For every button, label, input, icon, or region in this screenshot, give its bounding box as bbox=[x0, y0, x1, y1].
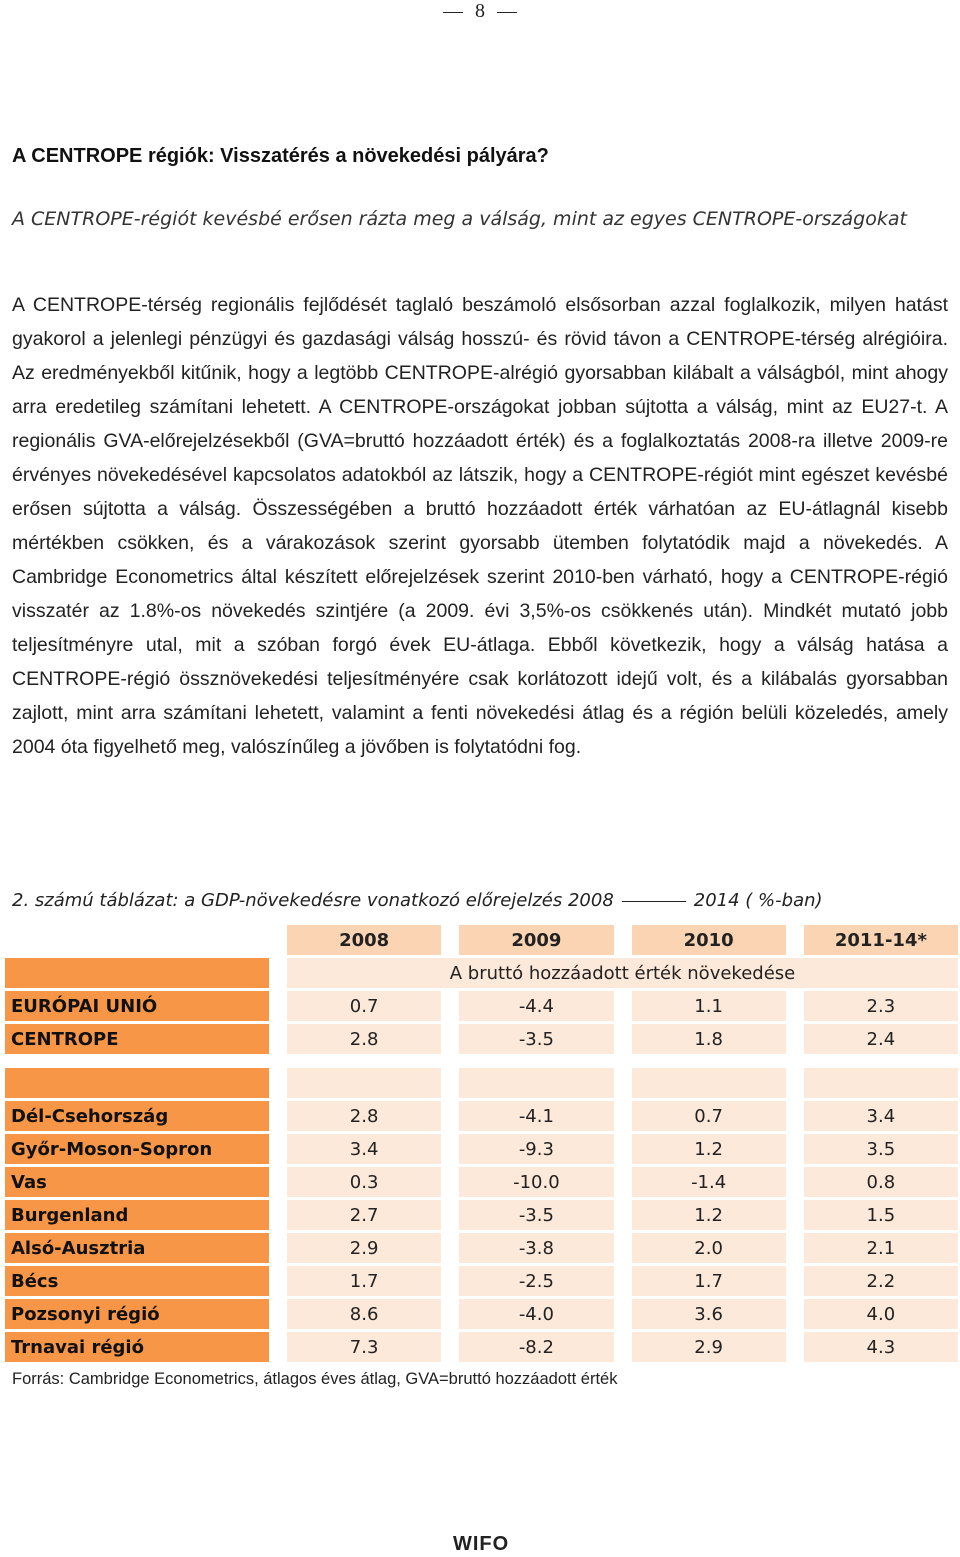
table-row bbox=[5, 1101, 958, 1131]
row-label: EURÓPAI UNIÓ bbox=[5, 991, 269, 1021]
row-label: Pozsonyi régió bbox=[5, 1299, 269, 1329]
empty-value-cell bbox=[287, 1068, 441, 1098]
table-source: Forrás: Cambridge Econometrics, átlagos éves átlag, GVA=bruttó hozzáadott érték bbox=[12, 1370, 618, 1388]
table-caption-left: 2. számú táblázat: a GDP-növekedésre vonatkozó előrejelzés 2008 bbox=[12, 890, 614, 911]
row-label: CENTROPE bbox=[5, 1024, 269, 1054]
cell-gap bbox=[441, 1167, 459, 1197]
row-value: 1.1 bbox=[632, 991, 786, 1021]
cell-gap bbox=[786, 1266, 804, 1296]
row-value: 2.8 bbox=[287, 1024, 441, 1054]
gdp-table-body bbox=[5, 925, 958, 1362]
table-caption bbox=[12, 890, 823, 911]
row-value: 0.8 bbox=[804, 1167, 958, 1197]
table-row bbox=[5, 991, 958, 1021]
cell-gap bbox=[614, 1266, 632, 1296]
cell-gap bbox=[441, 1332, 459, 1362]
cell-gap bbox=[614, 1101, 632, 1131]
cell-gap bbox=[614, 1332, 632, 1362]
cell-gap bbox=[269, 1200, 287, 1230]
empty-label-cell bbox=[5, 1068, 269, 1098]
cell-gap bbox=[614, 1134, 632, 1164]
row-value: -9.3 bbox=[459, 1134, 613, 1164]
row-value: 1.5 bbox=[804, 1200, 958, 1230]
row-value: 3.5 bbox=[804, 1134, 958, 1164]
row-value: 4.3 bbox=[804, 1332, 958, 1362]
cell-gap bbox=[441, 1134, 459, 1164]
row-value: 1.8 bbox=[632, 1024, 786, 1054]
empty-value-cell bbox=[804, 1068, 958, 1098]
row-value: 2.3 bbox=[804, 991, 958, 1021]
cell-gap bbox=[786, 1068, 804, 1098]
subheader-label-cell bbox=[5, 958, 269, 988]
row-label: Győr-Moson-Sopron bbox=[5, 1134, 269, 1164]
year-header: 2011-14* bbox=[804, 925, 958, 955]
gdp-forecast-table bbox=[5, 922, 958, 1365]
row-label: Vas bbox=[5, 1167, 269, 1197]
cell-gap bbox=[441, 1200, 459, 1230]
row-value: 2.1 bbox=[804, 1233, 958, 1263]
row-label: Burgenland bbox=[5, 1200, 269, 1230]
section-title: A CENTROPE régiók: Visszatérés a növekedési pályára? bbox=[12, 145, 549, 167]
row-value: -3.5 bbox=[459, 1024, 613, 1054]
cell-gap bbox=[269, 991, 287, 1021]
cell-gap bbox=[269, 1266, 287, 1296]
cell-gap bbox=[786, 1332, 804, 1362]
cell-gap bbox=[269, 1101, 287, 1131]
table-row bbox=[5, 1233, 958, 1263]
wifo-logo: WIFO bbox=[453, 1533, 510, 1555]
table-empty-row bbox=[5, 1068, 958, 1098]
row-value: 2.0 bbox=[632, 1233, 786, 1263]
section-subtitle: A CENTROPE-régiót kevésbé erősen rázta meg a válság, mint az egyes CENTROPE-országokat bbox=[12, 208, 907, 230]
row-value: 1.7 bbox=[287, 1266, 441, 1296]
table-row bbox=[5, 1167, 958, 1197]
cell-gap bbox=[269, 1134, 287, 1164]
cell-gap bbox=[441, 1266, 459, 1296]
row-value: 2.8 bbox=[287, 1101, 441, 1131]
cell-gap bbox=[786, 1134, 804, 1164]
cell-gap bbox=[269, 1233, 287, 1263]
row-label: Dél-Csehország bbox=[5, 1101, 269, 1131]
row-value: 4.0 bbox=[804, 1299, 958, 1329]
row-value: 0.7 bbox=[632, 1101, 786, 1131]
cell-gap bbox=[441, 1101, 459, 1131]
row-value: -4.4 bbox=[459, 991, 613, 1021]
cell-gap bbox=[614, 925, 632, 955]
table-subheader-row bbox=[5, 958, 958, 988]
cell-gap bbox=[614, 991, 632, 1021]
row-label: Alsó-Ausztria bbox=[5, 1233, 269, 1263]
year-header: 2009 bbox=[459, 925, 613, 955]
cell-gap bbox=[786, 1101, 804, 1131]
cell-gap bbox=[269, 1299, 287, 1329]
cell-gap bbox=[786, 925, 804, 955]
cell-gap bbox=[269, 1024, 287, 1054]
cell-gap bbox=[614, 1167, 632, 1197]
cell-gap bbox=[786, 1233, 804, 1263]
table-row bbox=[5, 1266, 958, 1296]
cell-gap bbox=[269, 925, 287, 955]
row-label: Bécs bbox=[5, 1266, 269, 1296]
row-value: -10.0 bbox=[459, 1167, 613, 1197]
header-blank-cell bbox=[5, 925, 269, 955]
row-value: -4.0 bbox=[459, 1299, 613, 1329]
cell-gap bbox=[441, 1299, 459, 1329]
row-value: 1.7 bbox=[632, 1266, 786, 1296]
table-row bbox=[5, 1024, 958, 1054]
table-header-row bbox=[5, 925, 958, 955]
table-row bbox=[5, 1134, 958, 1164]
cell-gap bbox=[441, 1024, 459, 1054]
cell-gap bbox=[269, 1167, 287, 1197]
spacer-cell bbox=[5, 1057, 958, 1065]
cell-gap bbox=[269, 1068, 287, 1098]
cell-gap bbox=[614, 1299, 632, 1329]
page-number-dash-left bbox=[443, 12, 463, 13]
cell-gap bbox=[786, 1024, 804, 1054]
year-header: 2008 bbox=[287, 925, 441, 955]
row-label: Trnavai régió bbox=[5, 1332, 269, 1362]
row-value: 2.9 bbox=[632, 1332, 786, 1362]
cell-gap bbox=[441, 925, 459, 955]
cell-gap bbox=[269, 958, 287, 988]
gva-growth-subheader: A bruttó hozzáadott érték növekedése bbox=[287, 958, 958, 988]
cell-gap bbox=[786, 1299, 804, 1329]
cell-gap bbox=[614, 1233, 632, 1263]
table-row bbox=[5, 1200, 958, 1230]
row-value: -2.5 bbox=[459, 1266, 613, 1296]
cell-gap bbox=[786, 1167, 804, 1197]
row-value: 0.3 bbox=[287, 1167, 441, 1197]
page-number-value: 8 bbox=[475, 0, 485, 22]
row-value: 2.4 bbox=[804, 1024, 958, 1054]
row-value: 3.4 bbox=[287, 1134, 441, 1164]
cell-gap bbox=[441, 991, 459, 1021]
cell-gap bbox=[441, 1233, 459, 1263]
table-row bbox=[5, 1299, 958, 1329]
row-value: 8.6 bbox=[287, 1299, 441, 1329]
row-value: 1.2 bbox=[632, 1200, 786, 1230]
cell-gap bbox=[614, 1024, 632, 1054]
cell-gap bbox=[614, 1200, 632, 1230]
row-value: 2.9 bbox=[287, 1233, 441, 1263]
row-value: -8.2 bbox=[459, 1332, 613, 1362]
row-value: 0.7 bbox=[287, 991, 441, 1021]
row-value: -3.8 bbox=[459, 1233, 613, 1263]
empty-value-cell bbox=[459, 1068, 613, 1098]
body-paragraph: A CENTROPE-térség regionális fejlődését taglaló beszámoló elsősorban azzal foglalkozik, milyen hatást gyakorol a jelenlegi pénzügyi és gazdasági válság hosszú- és rövid távon a CENTROPE-térség alrégióira. Az eredményekből kitűnik, hogy a legtöbb CENTROPE-alrégió gyorsabban kilábalt a válságból, mint ahogy arra eredetileg számítani lehetett. A CENTROPE-országokat jobban sújtotta a válság, mint az EU27-t. A regionális GVA-előrejelzésekből (GVA=bruttó hozzáadott érték) és a foglalkoztatás 2008-ra illetve 2009-re érvényes növekedésével kapcsolatos adatokból az látszik, hogy a CENTROPE-régiót mint egészet kevésbé erősen sújtotta a válság. Összességében a bruttó hozzáadott érték várhatóan az EU-átlagnál kisebb mértékben csökken, és a várakozások szerint gyorsabb ütemben folytatódik majd a növekedés. A Cambridge Econometrics által készített előrejelzések szerint 2010-ben várható, hogy a CENTROPE-régió visszatér az 1.8%-os növekedés szintjére (a 2009. évi 3,5%-os csökkenés után). Mindkét mutató jobb teljesítményre utal, mit a szóban forgó évek EU-átlaga. Ebből következik, hogy a válság hatása a CENTROPE-régió össznövekedési teljesítményére csak korlátozott idejű volt, és a kilábalás gyorsabban zajlott, mint arra számítani lehetett, valamint a fenti növekedési átlag és a régión belüli közeledés, amely 2004 óta figyelhető meg, valószínűleg a jövőben is folytatódni fog. bbox=[12, 294, 948, 758]
row-value: 2.7 bbox=[287, 1200, 441, 1230]
table-row bbox=[5, 1332, 958, 1362]
page-number-dash-right bbox=[497, 12, 517, 13]
table-caption-right: 2014 ( %-ban) bbox=[693, 890, 823, 911]
row-value: 3.6 bbox=[632, 1299, 786, 1329]
cell-gap bbox=[786, 1200, 804, 1230]
cell-gap bbox=[614, 1068, 632, 1098]
row-value: 2.2 bbox=[804, 1266, 958, 1296]
row-value: 7.3 bbox=[287, 1332, 441, 1362]
row-value: 1.2 bbox=[632, 1134, 786, 1164]
page-number bbox=[0, 0, 960, 22]
row-value: -4.1 bbox=[459, 1101, 613, 1131]
row-value: 3.4 bbox=[804, 1101, 958, 1131]
empty-value-cell bbox=[632, 1068, 786, 1098]
cell-gap bbox=[441, 1068, 459, 1098]
row-value: -1.4 bbox=[632, 1167, 786, 1197]
cell-gap bbox=[269, 1332, 287, 1362]
row-value: -3.5 bbox=[459, 1200, 613, 1230]
caption-dash bbox=[622, 901, 686, 902]
year-header: 2010 bbox=[632, 925, 786, 955]
cell-gap bbox=[786, 991, 804, 1021]
table-spacer bbox=[5, 1057, 958, 1065]
